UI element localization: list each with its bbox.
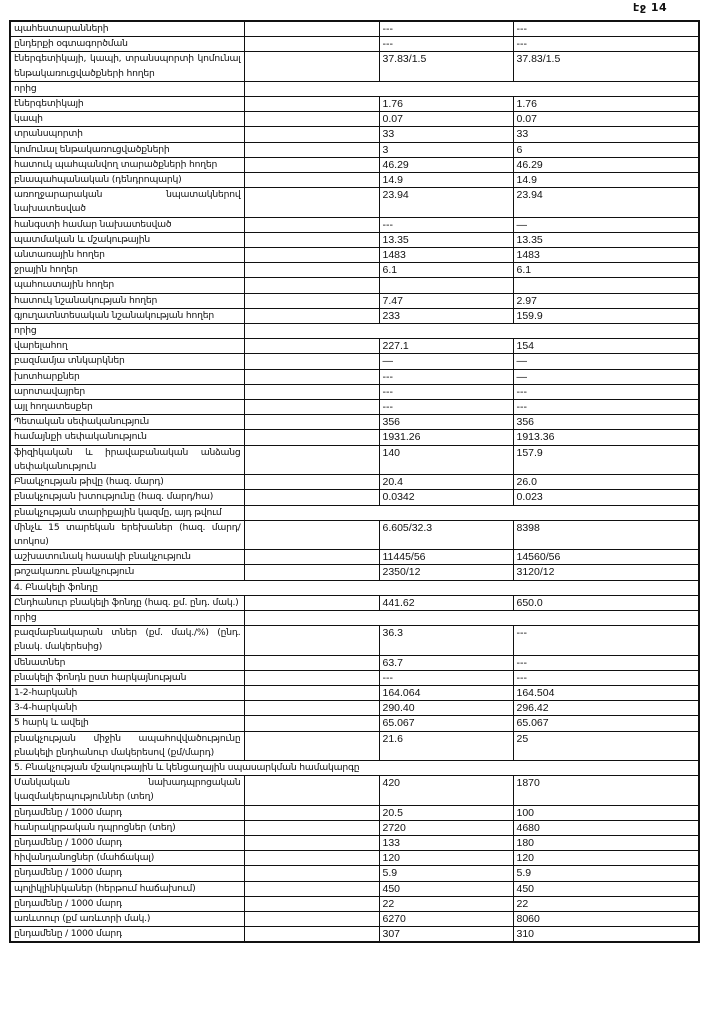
row-label: բնակչության խտությունը (հազ. մարդ/հա) xyxy=(10,490,244,505)
row-label: բնակչության տարիքային կազմը, այդ թվում xyxy=(10,505,244,520)
value-projected: 46.29 xyxy=(513,157,699,172)
row-label: բնակելի ֆոնդն ըստ հարկայնության xyxy=(10,670,244,685)
row-label: որից xyxy=(10,610,244,625)
value-projected: 2.97 xyxy=(513,293,699,308)
row-label: հանրակրթական դպրոցներ (տեղ) xyxy=(10,820,244,835)
value-existing: 0.0342 xyxy=(379,490,513,505)
table-row xyxy=(10,490,699,505)
table-row xyxy=(10,81,699,96)
empty-cell xyxy=(244,430,379,445)
value-projected: 154 xyxy=(513,339,699,354)
table-row xyxy=(10,851,699,866)
table-row xyxy=(10,655,699,670)
value-existing: 227.1 xyxy=(379,339,513,354)
value-projected xyxy=(513,278,699,293)
empty-cell xyxy=(244,415,379,430)
value-existing: 450 xyxy=(379,881,513,896)
value-existing: 14.9 xyxy=(379,173,513,188)
table-row xyxy=(10,670,699,685)
value-projected: 37.83/1.5 xyxy=(513,52,699,81)
value-projected: 1870 xyxy=(513,776,699,805)
empty-cell xyxy=(244,97,379,112)
value-existing: 1.76 xyxy=(379,97,513,112)
row-label: 3-4-հարկանի xyxy=(10,701,244,716)
row-label: անտառային հողեր xyxy=(10,248,244,263)
row-label: ընդամենը / 1000 մարդ xyxy=(10,866,244,881)
table-row xyxy=(10,716,699,731)
value-existing: 2720 xyxy=(379,820,513,835)
empty-cell xyxy=(244,685,379,700)
table-row xyxy=(10,520,699,549)
table-row xyxy=(10,595,699,610)
value-existing: 290.40 xyxy=(379,701,513,716)
value-existing: 5.9 xyxy=(379,866,513,881)
empty-cell xyxy=(244,490,379,505)
value-existing: 356 xyxy=(379,415,513,430)
value-projected: 4680 xyxy=(513,820,699,835)
value-projected: 120 xyxy=(513,851,699,866)
empty-cell xyxy=(244,896,379,911)
row-label: Պետական սեփականություն xyxy=(10,415,244,430)
table-row xyxy=(10,293,699,308)
table-row xyxy=(10,820,699,835)
value-existing: 23.94 xyxy=(379,188,513,217)
merged-empty-cell xyxy=(244,505,699,520)
table-row xyxy=(10,505,699,520)
row-label: թոշակառու բնակչություն xyxy=(10,565,244,580)
value-projected: 1.76 xyxy=(513,97,699,112)
row-label: ընդամենը / 1000 մարդ xyxy=(10,927,244,943)
table-row xyxy=(10,430,699,445)
row-label: էներգետիկայի, կապի, տրանսպորտի կոմունալ ենթակառուցվածքների հողեր xyxy=(10,52,244,81)
empty-cell xyxy=(244,927,379,943)
table-row xyxy=(10,445,699,474)
empty-cell xyxy=(244,820,379,835)
table-row xyxy=(10,232,699,247)
row-label: վարելահող xyxy=(10,339,244,354)
value-projected: 296.42 xyxy=(513,701,699,716)
value-existing: 37.83/1.5 xyxy=(379,52,513,81)
table-row xyxy=(10,52,699,81)
value-existing: 21.6 xyxy=(379,731,513,760)
row-label: աշխատունակ հասակի բնակչություն xyxy=(10,550,244,565)
value-existing: 1931.26 xyxy=(379,430,513,445)
table-row xyxy=(10,911,699,926)
table-row xyxy=(10,866,699,881)
empty-cell xyxy=(244,263,379,278)
empty-cell xyxy=(244,670,379,685)
value-projected: 25 xyxy=(513,731,699,760)
value-projected: 5.9 xyxy=(513,866,699,881)
row-label: պոլիկլինիկաներ (հերթում հաճախում) xyxy=(10,881,244,896)
table-row xyxy=(10,400,699,415)
row-label: Մանկական նախադպրոցական կազմակերպություններ (տեղ) xyxy=(10,776,244,805)
empty-cell xyxy=(244,595,379,610)
row-label: 1-2-հարկանի xyxy=(10,685,244,700)
value-projected: 26.0 xyxy=(513,475,699,490)
value-existing: 63.7 xyxy=(379,655,513,670)
value-existing: 6.1 xyxy=(379,263,513,278)
empty-cell xyxy=(244,520,379,549)
value-projected: 650.0 xyxy=(513,595,699,610)
value-projected: 13.35 xyxy=(513,232,699,247)
value-existing: 0.07 xyxy=(379,112,513,127)
empty-cell xyxy=(244,835,379,850)
value-existing: 7.47 xyxy=(379,293,513,308)
value-existing: --- xyxy=(379,217,513,232)
value-existing: 6.605/32.3 xyxy=(379,520,513,549)
row-label: համայնքի սեփականություն xyxy=(10,430,244,445)
value-projected: 450 xyxy=(513,881,699,896)
table-row xyxy=(10,685,699,700)
table-row xyxy=(10,339,699,354)
value-projected: 100 xyxy=(513,805,699,820)
value-projected: --- xyxy=(513,37,699,52)
value-existing: 233 xyxy=(379,308,513,323)
value-existing: --- xyxy=(379,369,513,384)
value-existing: 120 xyxy=(379,851,513,866)
empty-cell xyxy=(244,626,379,655)
row-label: խոտհարքներ xyxy=(10,369,244,384)
value-existing: 6270 xyxy=(379,911,513,926)
value-existing: 46.29 xyxy=(379,157,513,172)
value-projected: 65.067 xyxy=(513,716,699,731)
row-label: որից xyxy=(10,324,244,339)
row-label: պահեստարանների xyxy=(10,21,244,37)
value-existing: 133 xyxy=(379,835,513,850)
value-projected: — xyxy=(513,354,699,369)
empty-cell xyxy=(244,565,379,580)
empty-cell xyxy=(244,384,379,399)
row-label: ջրային հողեր xyxy=(10,263,244,278)
value-projected: --- xyxy=(513,626,699,655)
row-label: ընդամենը / 1000 մարդ xyxy=(10,835,244,850)
empty-cell xyxy=(244,157,379,172)
value-existing: 13.35 xyxy=(379,232,513,247)
table-row xyxy=(10,112,699,127)
empty-cell xyxy=(244,21,379,37)
table-row xyxy=(10,188,699,217)
table-row xyxy=(10,835,699,850)
value-projected: 310 xyxy=(513,927,699,943)
empty-cell xyxy=(244,400,379,415)
table-row xyxy=(10,248,699,263)
value-projected: --- xyxy=(513,670,699,685)
row-label: բազմամյա տնկարկներ xyxy=(10,354,244,369)
row-label: կոմունալ ենթակառուցվածքների xyxy=(10,142,244,157)
row-label: հանգստի համար նախատեսված xyxy=(10,217,244,232)
value-existing: 36.3 xyxy=(379,626,513,655)
row-label: էներգետիկայի xyxy=(10,97,244,112)
empty-cell xyxy=(244,354,379,369)
table-row xyxy=(10,475,699,490)
value-existing: 140 xyxy=(379,445,513,474)
value-projected: 356 xyxy=(513,415,699,430)
empty-cell xyxy=(244,475,379,490)
empty-cell xyxy=(244,217,379,232)
value-projected: --- xyxy=(513,655,699,670)
table-row xyxy=(10,731,699,760)
empty-cell xyxy=(244,232,379,247)
empty-cell xyxy=(244,112,379,127)
value-projected: 0.07 xyxy=(513,112,699,127)
value-projected: 8060 xyxy=(513,911,699,926)
value-projected: 6.1 xyxy=(513,263,699,278)
value-projected: 8398 xyxy=(513,520,699,549)
value-projected: 159.9 xyxy=(513,308,699,323)
value-projected: 164.504 xyxy=(513,685,699,700)
value-projected: 3120/12 xyxy=(513,565,699,580)
empty-cell xyxy=(244,805,379,820)
empty-cell xyxy=(244,655,379,670)
table-row xyxy=(10,626,699,655)
row-label: 5 հարկ և ավելի xyxy=(10,716,244,731)
merged-empty-cell xyxy=(244,324,699,339)
value-existing: --- xyxy=(379,384,513,399)
value-projected: 33 xyxy=(513,127,699,142)
row-label: մենատներ xyxy=(10,655,244,670)
row-label: առևտուր (քմ առևտրի մակ.) xyxy=(10,911,244,926)
empty-cell xyxy=(244,881,379,896)
empty-cell xyxy=(244,776,379,805)
empty-cell xyxy=(244,911,379,926)
row-label: պատմական և մշակութային xyxy=(10,232,244,247)
table-body xyxy=(10,21,699,942)
row-label: ընդամենը / 1000 մարդ xyxy=(10,805,244,820)
merged-empty-cell xyxy=(244,81,699,96)
table-row xyxy=(10,701,699,716)
row-label: առողջարարական նպատակներով նախատեսված xyxy=(10,188,244,217)
empty-cell xyxy=(244,37,379,52)
empty-cell xyxy=(244,339,379,354)
row-label: այլ հողատեսքեր xyxy=(10,400,244,415)
value-existing: --- xyxy=(379,37,513,52)
empty-cell xyxy=(244,142,379,157)
value-existing: --- xyxy=(379,670,513,685)
value-existing: — xyxy=(379,354,513,369)
value-projected: --- xyxy=(513,21,699,37)
table-row xyxy=(10,927,699,943)
value-existing: 2350/12 xyxy=(379,565,513,580)
value-projected: 0.023 xyxy=(513,490,699,505)
table-row xyxy=(10,805,699,820)
empty-cell xyxy=(244,173,379,188)
empty-cell xyxy=(244,248,379,263)
table-row xyxy=(10,354,699,369)
row-label: հատուկ պահպանվող տարածքների հողեր xyxy=(10,157,244,172)
value-projected: 180 xyxy=(513,835,699,850)
row-label: արոտավայրեր xyxy=(10,384,244,399)
row-label: ֆիզիկական և իրավաբանական անձանց սեփականություն xyxy=(10,445,244,474)
table-row xyxy=(10,21,699,37)
table-row xyxy=(10,308,699,323)
table-row xyxy=(10,173,699,188)
table-row xyxy=(10,550,699,565)
empty-cell xyxy=(244,278,379,293)
table-row xyxy=(10,217,699,232)
value-projected: 1913.36 xyxy=(513,430,699,445)
table-row xyxy=(10,896,699,911)
value-existing: 33 xyxy=(379,127,513,142)
empty-cell xyxy=(244,851,379,866)
row-label: մինչև 15 տարեկան երեխաներ (հազ. մարդ/տոկոս) xyxy=(10,520,244,549)
empty-cell xyxy=(244,308,379,323)
value-projected: --- xyxy=(513,384,699,399)
table-row xyxy=(10,760,699,775)
value-projected: 157.9 xyxy=(513,445,699,474)
row-label: տրանսպորտի xyxy=(10,127,244,142)
value-existing: 307 xyxy=(379,927,513,943)
row-label: կապի xyxy=(10,112,244,127)
value-existing: 420 xyxy=(379,776,513,805)
value-existing xyxy=(379,278,513,293)
table-row xyxy=(10,37,699,52)
value-projected: --- xyxy=(513,400,699,415)
value-existing: 164.064 xyxy=(379,685,513,700)
row-label: բազմաբնակարան տներ (քմ. մակ./%) (ընդ. բնակ. մակերեսից) xyxy=(10,626,244,655)
table-row xyxy=(10,384,699,399)
value-projected: 14560/56 xyxy=(513,550,699,565)
table-row xyxy=(10,610,699,625)
table-row xyxy=(10,415,699,430)
empty-cell xyxy=(244,716,379,731)
empty-cell xyxy=(244,866,379,881)
table-row xyxy=(10,881,699,896)
table-row xyxy=(10,127,699,142)
table-row xyxy=(10,324,699,339)
row-label: ընդամենը / 1000 մարդ xyxy=(10,896,244,911)
section-heading: 5. Բնակչության մշակութային և կենցաղային սպասարկման համակարգը xyxy=(10,760,699,775)
section-heading: 4. Բնակելի ֆոնդը xyxy=(10,580,699,595)
empty-cell xyxy=(244,293,379,308)
table-row xyxy=(10,369,699,384)
empty-cell xyxy=(244,369,379,384)
row-label: Ընդհանուր բնակելի ֆոնդը (հազ. քմ. ընդ. մակ.) xyxy=(10,595,244,610)
value-existing: 3 xyxy=(379,142,513,157)
row-label: որից xyxy=(10,81,244,96)
value-existing: --- xyxy=(379,21,513,37)
row-label: բնապահպանական (դենդրոպարկ) xyxy=(10,173,244,188)
value-projected: — xyxy=(513,369,699,384)
value-projected: 6 xyxy=(513,142,699,157)
value-projected: — xyxy=(513,217,699,232)
value-existing: 20.4 xyxy=(379,475,513,490)
value-existing: 1483 xyxy=(379,248,513,263)
empty-cell xyxy=(244,731,379,760)
table-row xyxy=(10,142,699,157)
table-row xyxy=(10,776,699,805)
empty-cell xyxy=(244,701,379,716)
land-and-population-table xyxy=(9,20,700,943)
table-row xyxy=(10,157,699,172)
empty-cell xyxy=(244,550,379,565)
empty-cell xyxy=(244,52,379,81)
value-existing: 22 xyxy=(379,896,513,911)
merged-empty-cell xyxy=(244,610,699,625)
value-projected: 1483 xyxy=(513,248,699,263)
empty-cell xyxy=(244,445,379,474)
table-row xyxy=(10,97,699,112)
table-row xyxy=(10,565,699,580)
row-label: բնակչության միջին ապահովվածությունը բնակելի ընդհանուր մակերեսով (քմ/մարդ) xyxy=(10,731,244,760)
page-number: էջ 14 xyxy=(633,1,668,14)
value-projected: 14.9 xyxy=(513,173,699,188)
empty-cell xyxy=(244,127,379,142)
table-row xyxy=(10,278,699,293)
value-existing: 65.067 xyxy=(379,716,513,731)
row-label: պահուստային հողեր xyxy=(10,278,244,293)
value-existing: --- xyxy=(379,400,513,415)
row-label: հիվանդանոցներ (մահճակալ) xyxy=(10,851,244,866)
row-label: հատուկ նշանակության հողեր xyxy=(10,293,244,308)
value-existing: 11445/56 xyxy=(379,550,513,565)
value-projected: 23.94 xyxy=(513,188,699,217)
value-existing: 20.5 xyxy=(379,805,513,820)
table-row xyxy=(10,263,699,278)
empty-cell xyxy=(244,188,379,217)
table-row xyxy=(10,580,699,595)
value-projected: 22 xyxy=(513,896,699,911)
row-label: Բնակչության թիվը (հազ. մարդ) xyxy=(10,475,244,490)
value-existing: 441.62 xyxy=(379,595,513,610)
row-label: ընդերքի օգտագործման xyxy=(10,37,244,52)
row-label: գյուղատնտեսական նշանակության հողեր xyxy=(10,308,244,323)
